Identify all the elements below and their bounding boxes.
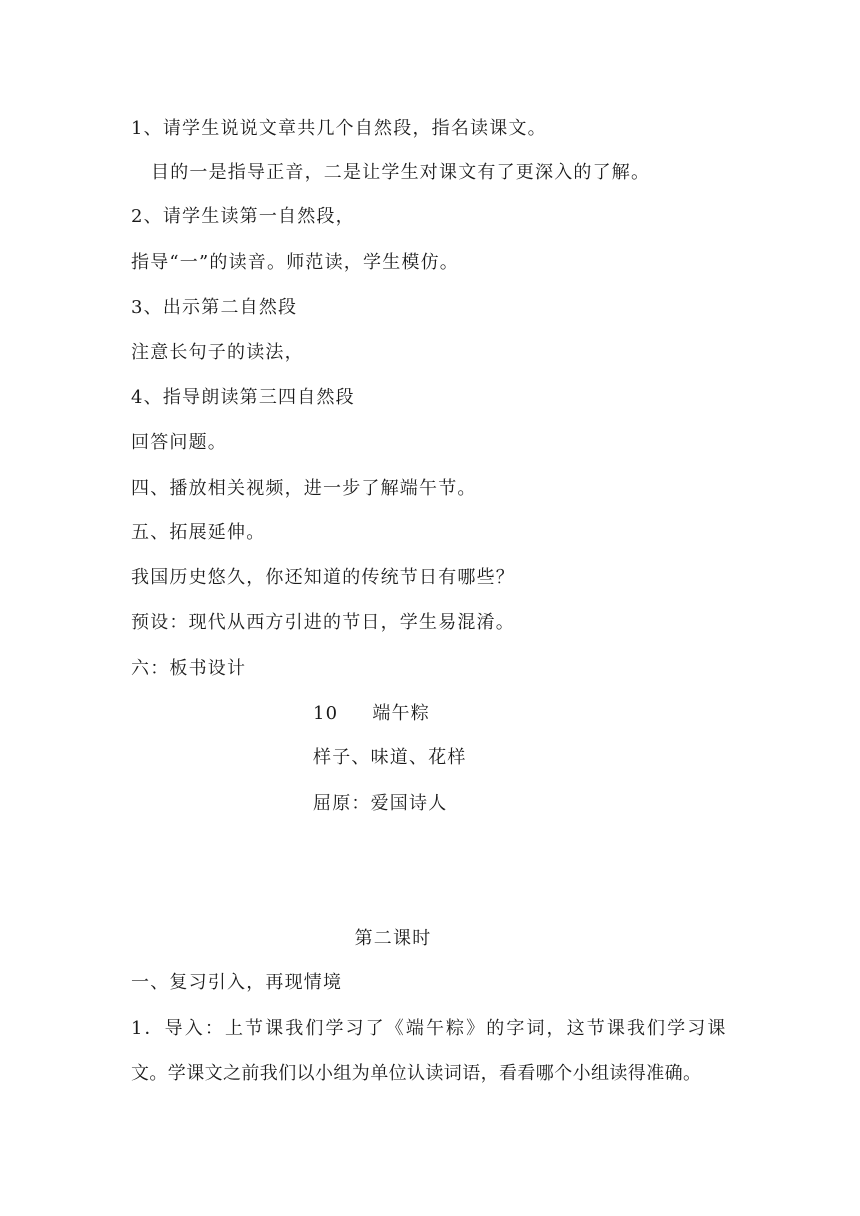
paragraph-question: 我国历史悠久，你还知道的传统节日有哪些？ [131,567,515,588]
board-title: 端午粽 [372,703,430,724]
board-line-3: 屈原：爱国诗人 [313,793,448,814]
board-number: 10 [313,703,339,724]
paragraph-preset: 预设：现代从西方引进的节日，学生易混淆。 [131,612,515,633]
paragraph-step-4: 4、指导朗读第三四自然段 [131,387,355,408]
section-paragraph-intro-1: 1．导入：上节课我们学习了《端午粽》的字词，这节课我们学习课 [131,1018,728,1039]
heading-four: 四、播放相关视频，进一步了解端午节。 [131,478,477,499]
heading-five: 五、拓展延伸。 [131,522,266,543]
paragraph-step-3: 3、出示第二自然段 [131,297,298,318]
paragraph-step-2: 2、请学生读第一自然段， [131,206,355,227]
section-paragraph-intro-2: 文。学课文之前我们以小组为单位认读词语，看看哪个小组读得准确。 [131,1063,702,1084]
paragraph-purpose: 目的一是指导正音，二是让学生对课文有了更深入的了解。 [151,162,651,183]
section-title: 第二课时 [354,928,432,949]
paragraph-pronunciation: 指导“一”的读音。师范读，学生模仿。 [131,252,460,273]
heading-six: 六：板书设计 [131,658,247,679]
paragraph-long-sentence: 注意长句子的读法， [131,342,304,363]
paragraph-step-1: 1、请学生说说文章共几个自然段，指名读课文。 [131,118,547,139]
board-line-2: 样子、味道、花样 [313,747,467,768]
board-title-line [313,702,430,726]
paragraph-answer: 回答问题。 [131,432,227,453]
section-heading-review: 一、复习引入，再现情境 [131,972,343,993]
